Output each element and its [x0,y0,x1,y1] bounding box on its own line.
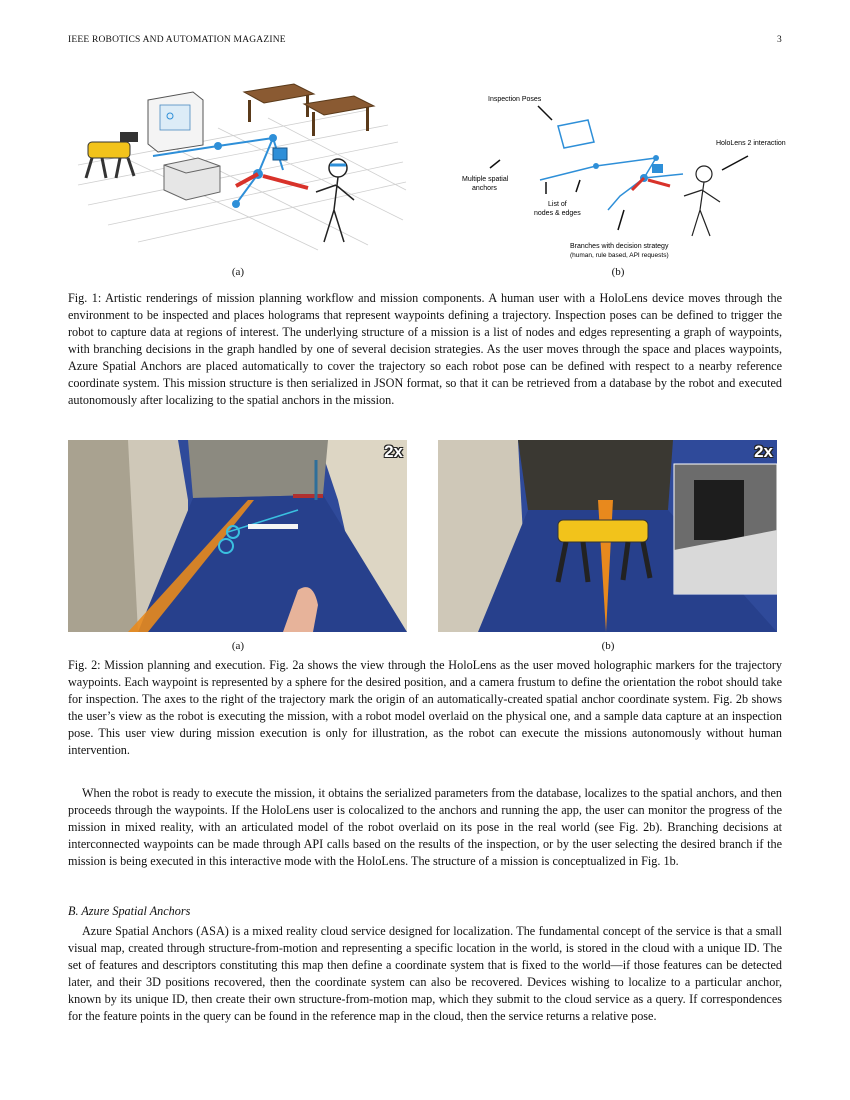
annotation-branches-2: (human, rule based, API requests) [570,252,669,259]
figure-2b-label: (b) [601,640,615,652]
figure-1a-illustration [68,70,408,255]
annotation-inspection-poses: Inspection Poses [488,96,542,103]
page-number: 3 [777,35,782,45]
zoom-badge-2x: 2x [754,442,773,461]
annotation-hololens: HoloLens 2 interaction [716,140,786,147]
mission-structure-diagram [448,70,786,259]
mission-planning-sketch [68,70,408,255]
figure-1-caption: Fig. 1: Artistic renderings of mission planning workflow and mission components. A human user with a HoloLens device moves through the environment to be inspected and places holograms that represent waypoints defining a trajectory. Inspection poses can be defined to trigger the robot to capture data at regions of interest. The underlying structure of a mission is a list of nodes and edges representing a graph of waypoints, with branching decisions in the graph handled by one of several decision strategies. As the user moves through the space and places waypoints, Azure Spatial Anchors are placed automatically to cover the trajectory so each robot pose can be defined with respect to a nearby reference coordinate system. This mission structure is then serialized in JSON format, so that it can be retrieved from a database by the robot and executed autonomously after localizing to the spatial anchors in the mission. [68,291,782,407]
annotation-list-nodes-1: List of [548,201,567,208]
figure-2a-photo [68,440,407,632]
page-header [68,35,782,49]
figure-2-caption: Fig. 2: Mission planning and execution. Fig. 2a shows the view through the HoloLens as the user moved holographic markers for the trajectory waypoints. Each waypoint is represented by a sphere for the desired position, and a camera frustum to define the orientation the robot should take for inspection. The axes to the right of the trajectory mark the origin of an automatically-created spatial anchor coordinate system. Fig. 2b shows the user’s view as the robot is executing the mission, with a robot model overlaid on the physical one, and a sample data capture at an inspection pose. This user view during mission execution is only for illustration, as the robot can execute the missions autonomously without human intervention. [68,658,782,757]
zoom-badge-2x: 2x [384,442,403,461]
figure-1a-label: (a) [231,266,245,278]
annotation-spatial-anchors-1: Multiple spatial [462,176,509,183]
box-icon [164,158,220,200]
hololens-planning-view [68,440,407,632]
annotation-list-nodes-2: nodes & edges [534,210,581,217]
figure-2b-photo [438,440,777,632]
robot-dog-icon [86,132,138,178]
figure-1 [68,70,786,280]
annotation-spatial-anchors-2: anchors [472,185,497,192]
journal-title: IEEE ROBOTICS AND AUTOMATION MAGAZINE [68,35,286,45]
body-paragraph-1: When the robot is ready to execute the mission, it obtains the serialized parameters from the database, localizes to the spatial anchors, and then proceeds through the waypoints. If the HoloLens user is colocalized to the anchors and running the app, the user can monitor the progress of the mission in mixed reality, with an articulated model of the robot overlaid on its pose in the real world (see Fig. 2b). Branching decisions at interconnected waypoints can be made through API calls based on the results of the inspection, or by the user selecting the desired branch if the mission is being executed in this interactive mode with the HoloLens. The structure of a mission is conceptualized in Fig. 1b. [68,786,782,868]
table-icon [244,84,374,136]
figure-2a-label: (a) [231,640,245,652]
annotation-branches-1: Branches with decision strategy [570,243,669,250]
section-heading: B. Azure Spatial Anchors [68,904,191,918]
body-paragraph-2: Azure Spatial Anchors (ASA) is a mixed reality cloud service designed for localization. The fundamental concept of the service is that a small visual map, created through structure-from-motion and representing a specific location in the world, is stored in the cloud with a unique ID. The set of features and descriptors constituting this map then define a coordinate system that is fixed to the world—if those features can be detected later, and their 3D positions recovered, then the coordinate system can also be recovered. Devices wishing to localize to a particular anchor, known by its unique ID, then create their own structure-from-motion map, which they submit to the cloud service as a query. If correspondences for the feature points in the query can be found in the reference map in the cloud, then the service returns a relative pose. [68,924,782,1023]
figure-1b-label: (b) [611,266,625,278]
figure-1b-diagram [448,70,786,259]
robot-execution-view [438,440,777,632]
server-cabinet-icon [148,92,203,152]
